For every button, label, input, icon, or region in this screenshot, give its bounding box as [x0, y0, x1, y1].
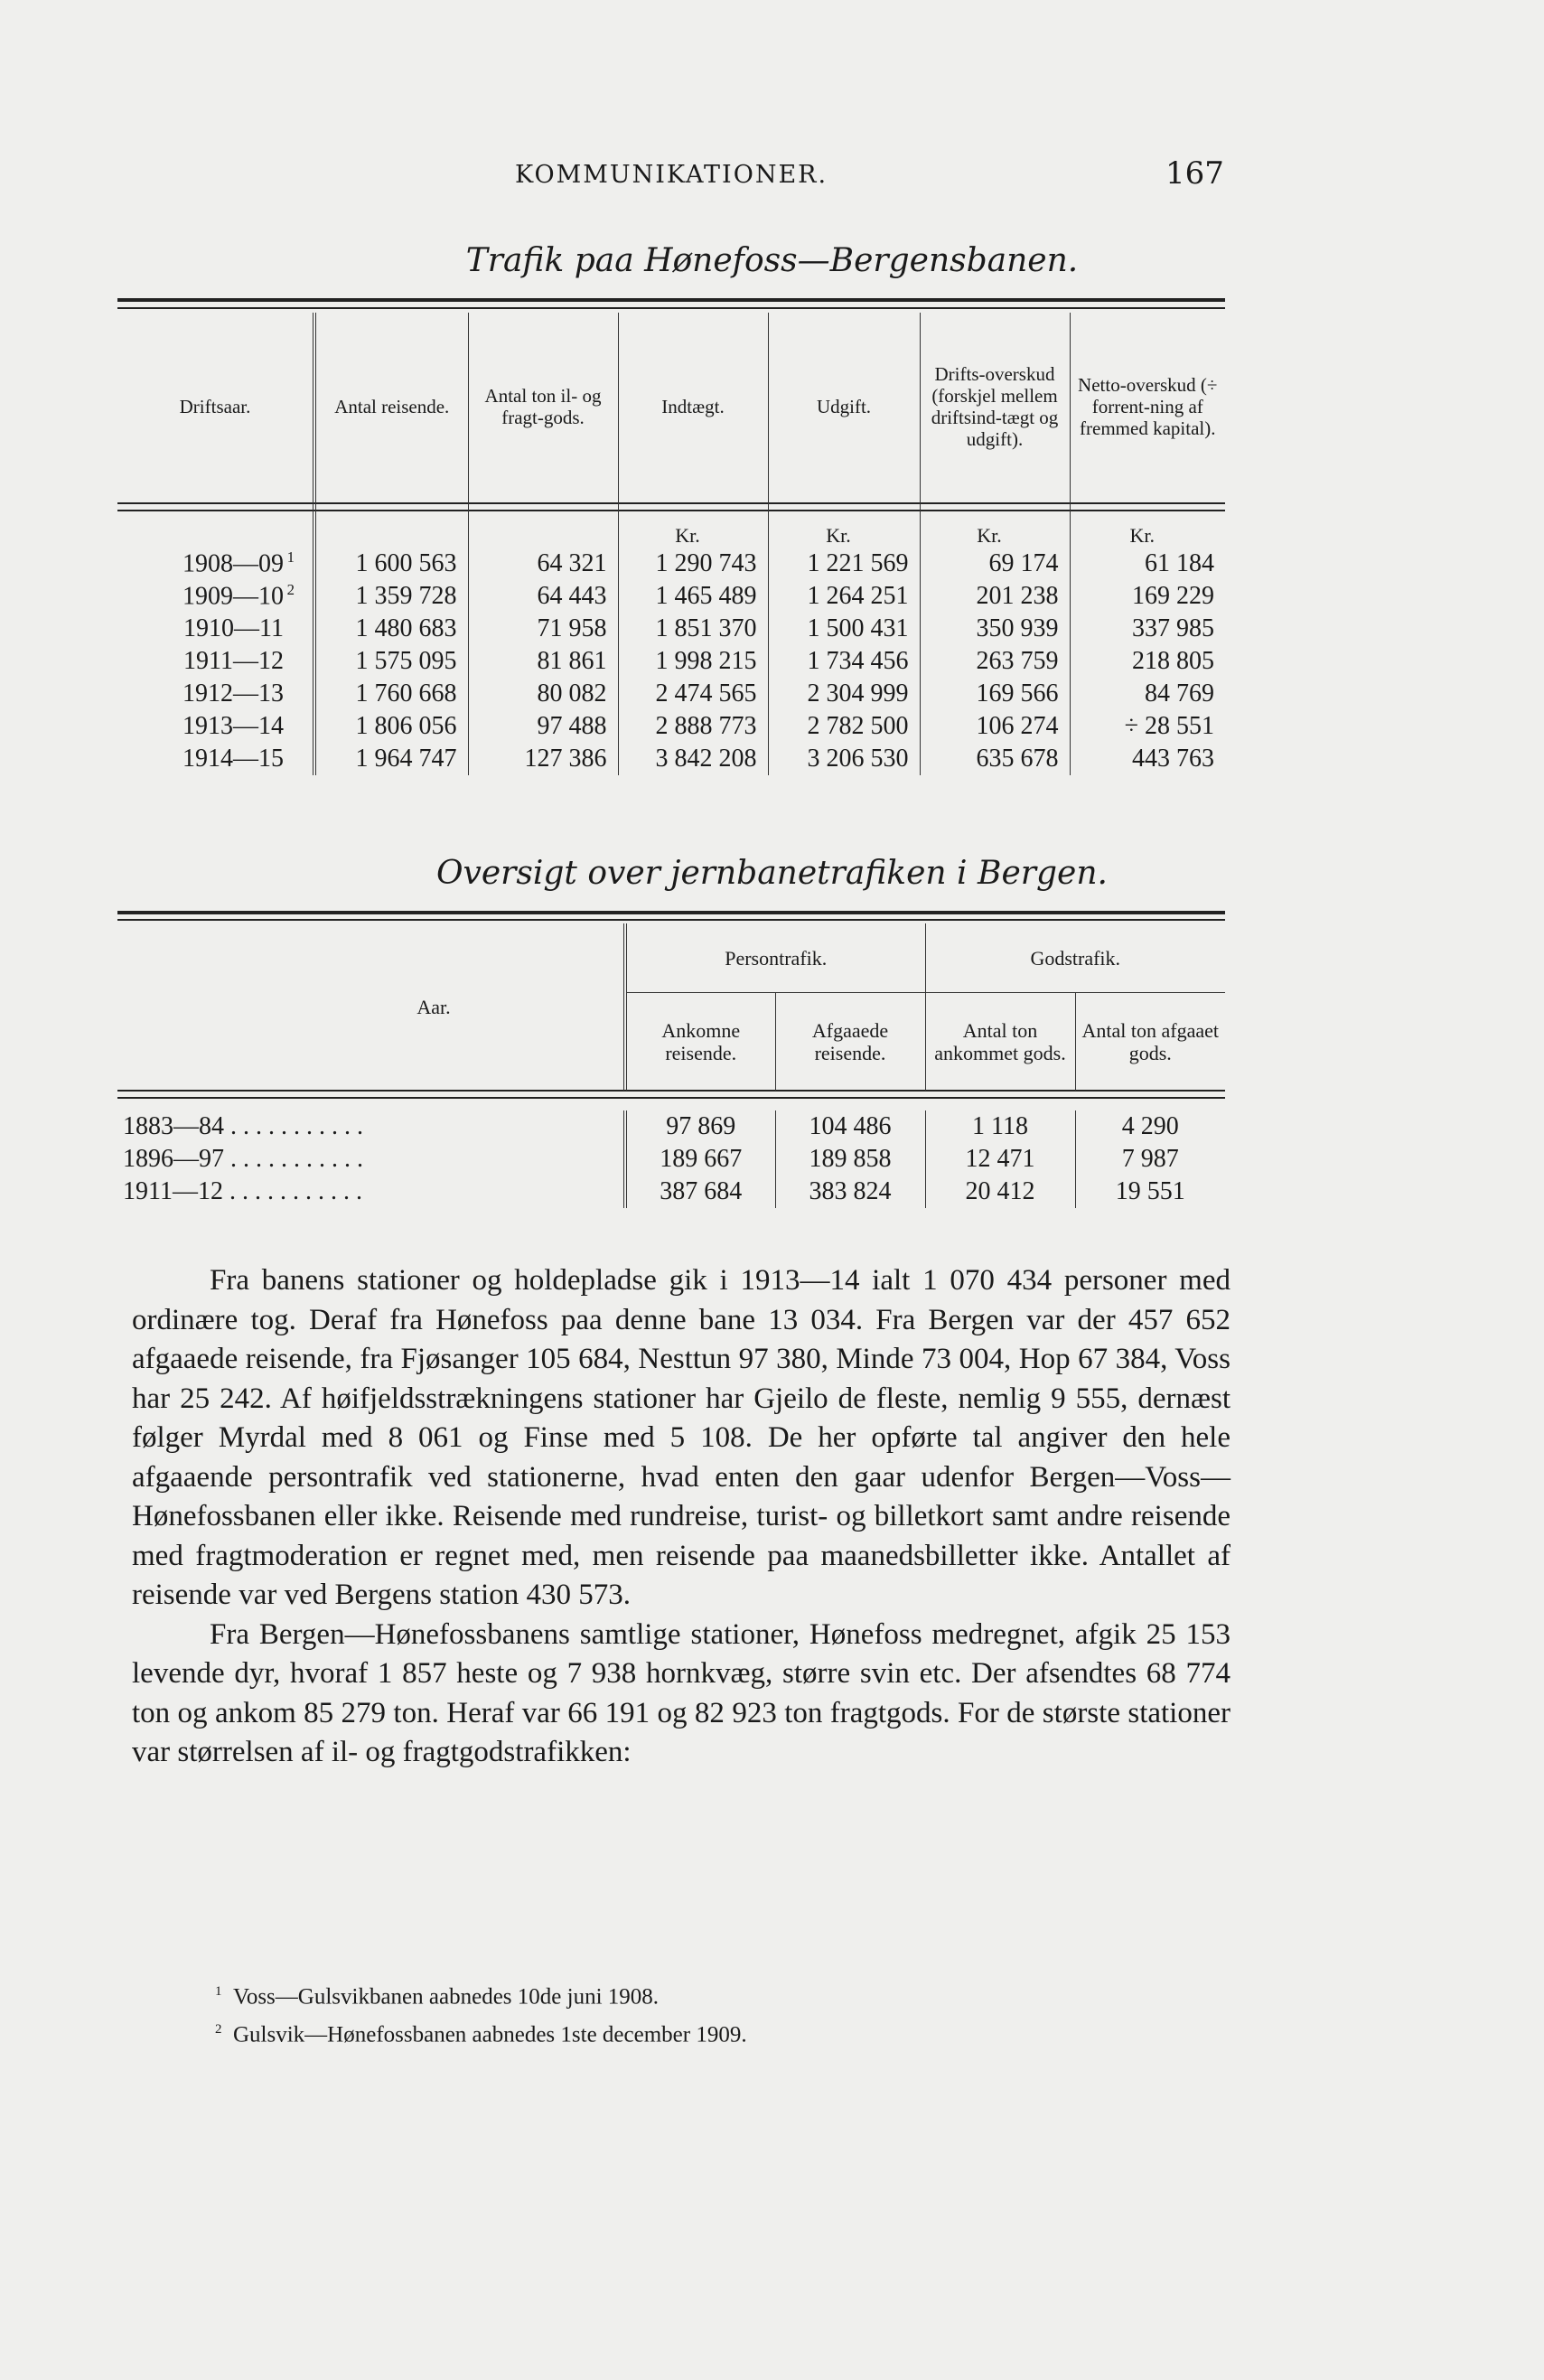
col-header-ton-afgaaet: Antal ton afgaaet gods.: [1075, 993, 1225, 1092]
table1-cell: ÷ 28 551: [1070, 710, 1225, 743]
unit-cell: Kr.: [618, 501, 768, 548]
table1-cell: 1 480 683: [314, 613, 468, 645]
table1-body: [117, 548, 1225, 775]
table1-cell: 1 575 095: [314, 645, 468, 678]
table2-cell: 1 118: [925, 1110, 1075, 1143]
col-header-udgift: Udgift.: [768, 313, 920, 501]
table2-top-rule: [117, 911, 1225, 914]
table1-cell: 97 488: [468, 710, 618, 743]
row-footnote-mark: 1: [286, 548, 295, 567]
row-year-text: 1911—12: [183, 647, 284, 675]
table2-cell: 12 471: [925, 1143, 1075, 1176]
col-header-ton-ankommet: Antal ton ankommet gods.: [925, 993, 1075, 1092]
row-year: 1911—12 . . . . . . . . . . .: [123, 1177, 362, 1205]
table2-row: [117, 1176, 1225, 1208]
footnote-mark: 1: [215, 1984, 222, 1999]
row-year-text: 1909—10: [182, 582, 284, 611]
footnotes: [215, 1975, 747, 2052]
table1-cell: 1 221 569: [768, 548, 920, 580]
table1-cell: 2 474 565: [618, 678, 768, 710]
table2-cell: 189 667: [625, 1143, 775, 1176]
table1-cell: 1 290 743: [618, 548, 768, 580]
footnote-2: [215, 2013, 747, 2051]
table2-row: [117, 1110, 1225, 1143]
unit-cell: [117, 501, 314, 548]
table1-row: [117, 548, 1225, 580]
table1-row: [117, 743, 1225, 775]
table2-cell: 19 551: [1075, 1176, 1225, 1208]
footnote-1: [215, 1975, 747, 2013]
col-header-antal-reisende: Antal reisende.: [314, 313, 468, 501]
table2-row: [117, 1143, 1225, 1176]
col-header-indtaegt: Indtægt.: [618, 313, 768, 501]
paragraph-1: Fra banens stationer og holdepladse gik i 1913—14 ialt 1 070 434 personer med ordinære tog. Deraf fra Hønefoss paa denne bane 13 034. Fra Bergen var der 457 652 afgaaede reisende, fra Fjøsanger 105 684, Nesttun 97 380, Minde 73 004, Hop 67 384, Voss har 25 242. Af høifjeldsstrækningens stationer har Gjeilo de fleste, nemlig 9 555, dernæst følger Myrdal med 8 061 og Finse med 5 108. De her opførte tal angiver den hele afgaaende persontrafik ved stationerne, hvad enten den gaar udenfor Bergen—Voss—Hønefossbanen eller ikke. Reisende med rundreise, turist- og billetkort samt andre reisende med fragtmoderation er regnet med, men reisende paa maanedsbilletter ikke. Antallet af reisende var ved Bergens station 430 573.: [132, 1264, 1231, 1611]
col-header-driftsoverskud: Drifts-overskud (forskjel mellem driftsind-tægt og udgift).: [920, 313, 1070, 501]
row-year-text: 1910—11: [183, 614, 284, 642]
table1-cell: 127 386: [468, 743, 618, 775]
table2-cell: 7 987: [1075, 1143, 1225, 1176]
table2-cell: 383 824: [775, 1176, 925, 1208]
table1-cell: 1 600 563: [314, 548, 468, 580]
table1-cell: 1 465 489: [618, 580, 768, 613]
table1-cell: 1 500 431: [768, 613, 920, 645]
table2: [117, 923, 1225, 1208]
table1-cell: 169 229: [1070, 580, 1225, 613]
row-year: [117, 710, 314, 743]
table1-header-row: [117, 313, 1225, 501]
table1-cell: 263 759: [920, 645, 1070, 678]
table1-cell: 218 805: [1070, 645, 1225, 678]
table1-cell: 169 566: [920, 678, 1070, 710]
table1-cell: 337 985: [1070, 613, 1225, 645]
table1-cell: 2 782 500: [768, 710, 920, 743]
table2-spacer: [117, 1091, 1225, 1110]
table1-cell: 1 998 215: [618, 645, 768, 678]
table1-cell: 1 964 747: [314, 743, 468, 775]
table2-cell: 4 290: [1075, 1110, 1225, 1143]
table1-cell: 3 842 208: [618, 743, 768, 775]
table1-cell: 80 082: [468, 678, 618, 710]
row-year-text: 1913—14: [182, 712, 284, 740]
running-header: KOMMUNIKATIONER.: [515, 161, 828, 189]
table1-cell: 1 734 456: [768, 645, 920, 678]
table1-cell: 2 304 999: [768, 678, 920, 710]
row-year: [117, 678, 314, 710]
col-header-aar: Aar.: [416, 996, 451, 1018]
table1-title: Trafik paa Hønefoss—Bergensbanen.: [465, 242, 1079, 279]
table1-cell: 81 861: [468, 645, 618, 678]
table2-cell: 97 869: [625, 1110, 775, 1143]
table1-cell: 1 359 728: [314, 580, 468, 613]
row-year-text: 1912—13: [182, 679, 284, 707]
table1-cell: 2 888 773: [618, 710, 768, 743]
row-year-text: 1908—09: [182, 549, 284, 578]
table1-cell: 69 174: [920, 548, 1070, 580]
body-text: [132, 1261, 1231, 1773]
table1-cell: 201 238: [920, 580, 1070, 613]
table1-cell: 1 851 370: [618, 613, 768, 645]
table1-row: [117, 645, 1225, 678]
paragraph-2: Fra Bergen—Hønefossbanens samtlige stationer, Hønefoss medregnet, afgik 25 153 levende dyr, hvoraf 1 857 heste og 7 938 hornkvæg, større svin etc. Der afsendtes 68 774 ton og ankom 85 279 ton. Heraf var 66 191 og 82 923 ton fragtgods. For de største stationer var størrelsen af il- og fragtgodstrafikken:: [132, 1617, 1231, 1768]
table1-cell: 3 206 530: [768, 743, 920, 775]
table2-cell: 20 412: [925, 1176, 1075, 1208]
unit-cell: Kr.: [920, 501, 1070, 548]
table1-cell: 64 443: [468, 580, 618, 613]
row-year: [117, 580, 314, 613]
row-footnote-mark: 2: [286, 581, 295, 599]
table1-cell: 635 678: [920, 743, 1070, 775]
unit-cell: [314, 501, 468, 548]
table1-cell: 106 274: [920, 710, 1070, 743]
table1-cell: 350 939: [920, 613, 1070, 645]
table2-cell: 387 684: [625, 1176, 775, 1208]
table1-cell: 84 769: [1070, 678, 1225, 710]
table2-top-rule-thin: [117, 919, 1225, 921]
table1-cell: 1 806 056: [314, 710, 468, 743]
row-year: [117, 613, 314, 645]
col-header-nettooverskud: Netto-overskud (÷ forrent-ning af fremmed kapital).: [1070, 313, 1225, 501]
table1-top-rule: [117, 298, 1225, 302]
table1-cell: 443 763: [1070, 743, 1225, 775]
table1-cell: 61 184: [1070, 548, 1225, 580]
table1-unit-row: [117, 501, 1225, 548]
table1-row: [117, 710, 1225, 743]
group-header-persontrafik: Persontrafik.: [625, 923, 925, 993]
table2-group-row: [117, 923, 1225, 993]
table2-cell: 189 858: [775, 1143, 925, 1176]
footnote-mark: 2: [215, 2022, 222, 2038]
unit-cell: [468, 501, 618, 548]
footnote-text: Gulsvik—Hønefossbanen aabnedes 1ste december 1909.: [233, 2022, 747, 2047]
footnote-text: Voss—Gulsvikbanen aabnedes 10de juni 1908.: [233, 1984, 660, 2010]
col-header-antal-ton: Antal ton il- og fragt-gods.: [468, 313, 618, 501]
table1: [117, 313, 1225, 775]
table2-title: Oversigt over jernbanetrafiken i Bergen.: [436, 855, 1108, 892]
row-year: 1896—97 . . . . . . . . . . .: [123, 1145, 363, 1173]
table2-body: [117, 1110, 1225, 1208]
table2-cell: 104 486: [775, 1110, 925, 1143]
group-header-godstrafik: Godstrafik.: [925, 923, 1225, 993]
col-header-driftsaar: Driftsaar.: [179, 396, 251, 417]
table1-cell: 1 760 668: [314, 678, 468, 710]
row-year: [117, 548, 314, 580]
table1-row: [117, 580, 1225, 613]
col-header-afgaaede: Afgaaede reisende.: [775, 993, 925, 1092]
table1-cell: 71 958: [468, 613, 618, 645]
table1-row: [117, 678, 1225, 710]
table1-top-rule-thin: [117, 307, 1225, 309]
unit-cell: Kr.: [768, 501, 920, 548]
row-year: [117, 743, 314, 775]
row-year: [117, 645, 314, 678]
page-number: 167: [1165, 155, 1224, 192]
unit-cell: Kr.: [1070, 501, 1225, 548]
table1-row: [117, 613, 1225, 645]
table1-cell: 64 321: [468, 548, 618, 580]
row-year: 1883—84 . . . . . . . . . . .: [123, 1112, 363, 1140]
col-header-ankomne: Ankomne reisende.: [625, 993, 775, 1092]
table1-cell: 1 264 251: [768, 580, 920, 613]
row-year-text: 1914—15: [182, 745, 284, 773]
